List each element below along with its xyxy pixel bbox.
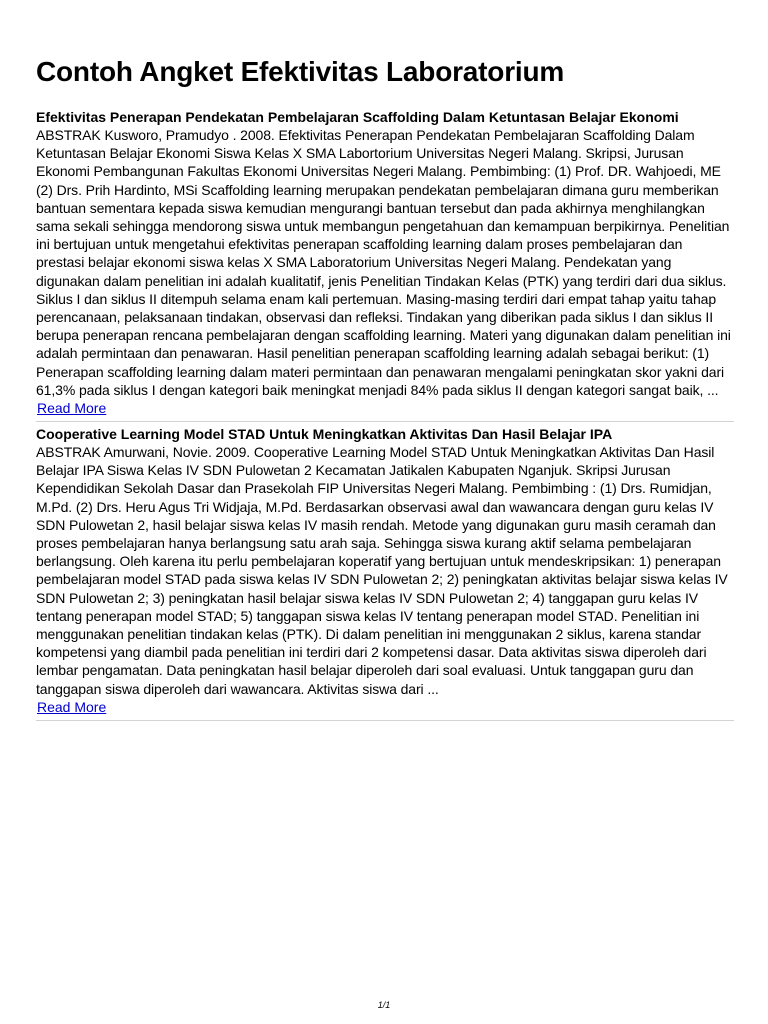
article-abstract: ABSTRAK Amurwani, Novie. 2009. Cooperative Learning Model STAD Untuk Meningkatkan Aktivitas Dan Hasil Belajar IPA Siswa Kelas IV SDN Pulowetan 2 Kecamatan Jatikalen Kabupaten Nganjuk. Skripsi Jurusan Kependidikan Sekolah Dasar dan Prasekolah FIP Universitas Negeri Malang. Pembimbing : (1) Drs. Rumidjan, M.Pd. (2) Drs. Heru Agus Tri Widjaja, M.Pd. Berdasarkan observasi awal dan wawancara dengan guru kelas IV SDN Pulowetan 2, hasil belajar siswa kelas IV masih rendah. Metode yang digunakan guru masih ceramah dan proses pembelajaran hanya berlangsung satu arah saja. Sehingga siswa kurang aktif selama pembelajaran berlangsung. Oleh karena itu perlu pembelajaran koperatif yang bertujuan untuk mendeskripsikan: 1) penerapan pembelajaran model STAD pada siswa kelas IV SDN Pulowetan 2; 2) peningkatan aktivitas belajar siswa kelas IV SDN Pulowetan 2; 3) peningkatan hasil belajar siswa kelas IV SDN Pulowetan 2; 4) tanggapan guru kelas IV tentang penerapan model STAD; 5) tanggapan siswa kelas IV tentang penerapan model STAD. Penelitian ini menggunakan penelitian tindakan kelas (PTK). Di dalam penelitian ini menggunakan 2 siklus, karena standar kompetensi yang diambil pada penelitian ini terdiri dari 2 kompetensi dasar. Data aktivitas siswa diperoleh dari lembar pengamatan. Data peningkatan hasil belajar diperoleh dari soal evaluasi. Untuk tanggapan guru dan tanggapan siswa diperoleh dari wawancara. Aktivitas siswa dari ... [36, 444, 728, 697]
read-more-link[interactable]: Read More [37, 698, 107, 715]
article-list [36, 108, 734, 721]
article-item [36, 425, 734, 721]
article-item [36, 108, 734, 422]
page-title: Contoh Angket Efektivitas Laboratorium [36, 56, 565, 87]
article-title: Cooperative Learning Model STAD Untuk Meningkatkan Aktivitas Dan Hasil Belajar IPA [36, 426, 613, 443]
article-title: Efektivitas Penerapan Pendekatan Pembelajaran Scaffolding Dalam Ketuntasan Belajar Ekonomi [36, 109, 679, 125]
article-abstract: ABSTRAK Kusworo, Pramudyo . 2008. Efektivitas Penerapan Pendekatan Pembelajaran Scaffolding Dalam Ketuntasan Belajar Ekonomi Siswa Kelas X SMA Labortorium Universitas Negeri Malang. Skripsi, Jurusan Ekonomi Pembangunan Fakultas Ekonomi Universitas Negeri Malang. Pembimbing: (1) Prof. DR. Wahjoedi, ME (2) Drs. Prih Hardinto, MSi Scaffolding learning merupakan pendekatan pembelajaran dimana guru memberikan bantuan sementara kepada siswa kemudian mengurangi bantuan tersebut dan pada akhirnya menghilangkan sama sekali sehingga mendorong siswa untuk membangun pengetahuan dan kemampuan berpikirnya. Penelitian ini bertujuan untuk mengetahui efektivitas penerapan scaffolding learning dalam proses pembelajaran dan prestasi belajar ekonomi siswa kelas X SMA Laboratorium Universitas Negeri Malang. Pendekatan yang digunakan dalam penelitian ini adalah kualitatif, jenis Penelitian Tindakan Kelas (PTK) yang terdiri dari dua siklus. Siklus I dan siklus II ditempuh selama enam kali pertemuan. Masing-masing terdiri dari empat tahap yaitu tahap perencanaan, pelaksanaan tindakan, observasi dan refleksi. Tindakan yang diberikan pada siklus I dan siklus II berupa penerapan rencana pembelajaran dengan scaffolding learning. Materi yang digunakan dalam penelitian ini adalah permintaan dan penawaran. Hasil penelitian penerapan scaffolding learning adalah sebagai berikut: (1) Penerapan scaffolding learning dalam materi permintaan dan penawaran mengalami peningkatan skor yakni dari 61,3% pada siklus I dengan kategori baik meningkat menjadi 84% pada siklus II dengan kategori sangat baik, ... [36, 127, 731, 398]
document-page [36, 0, 734, 724]
page-number: 1/1 [377, 1000, 391, 1010]
read-more-link[interactable]: Read More [37, 400, 107, 417]
